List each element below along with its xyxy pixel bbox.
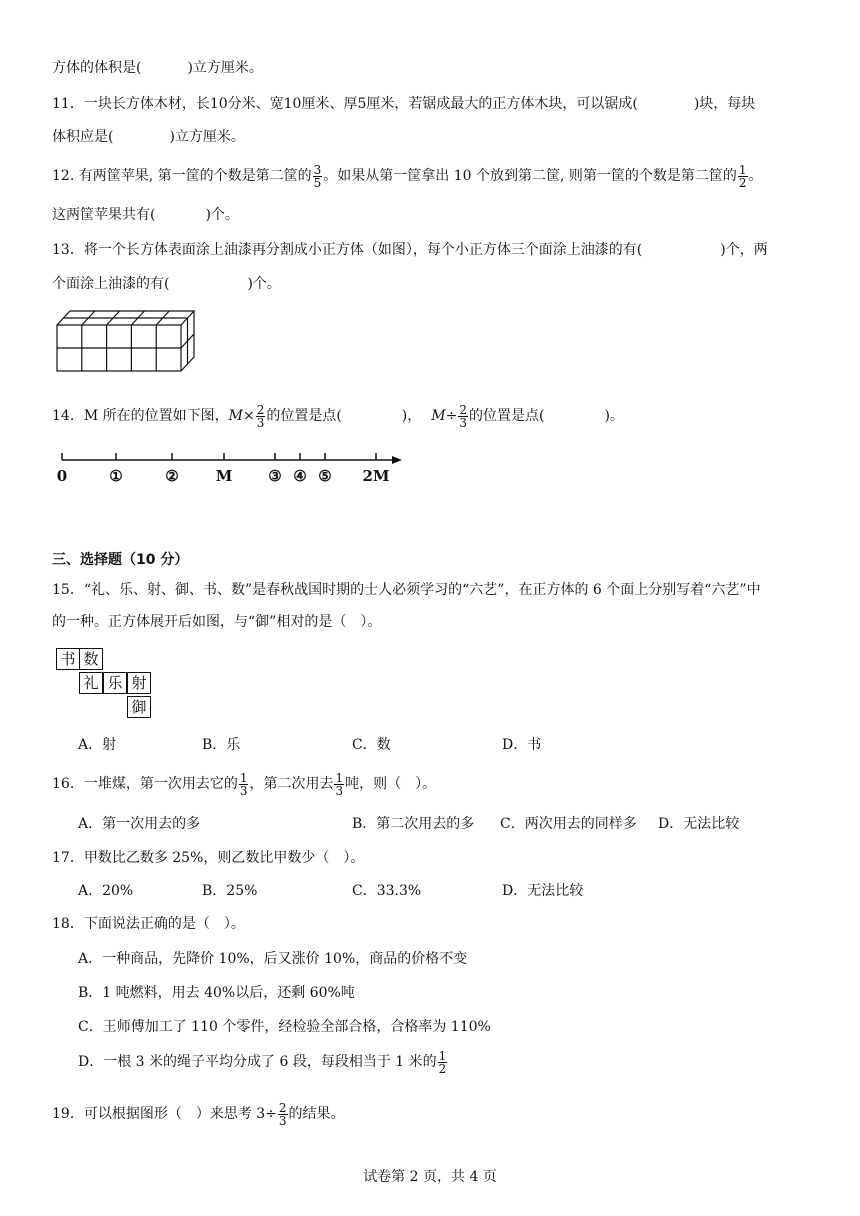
option-b[interactable]: B．第二次用去的多 <box>352 816 475 832</box>
numerator: 3 <box>313 162 322 177</box>
option-c[interactable]: C．33.3% <box>352 883 422 899</box>
q12-text-b: 。如果从第一筐拿出 10 个放到第二筐, 则第一筐的个数是第二筐的 <box>323 168 737 184</box>
q19-line <box>52 1098 345 1130</box>
option-c[interactable]: C．数 <box>352 737 391 753</box>
q14-text-c: )， <box>401 408 422 424</box>
fraction <box>256 404 266 429</box>
numerator: 2 <box>278 1100 287 1115</box>
numerator: 1 <box>438 1048 447 1063</box>
q13-line2 <box>52 274 281 294</box>
tick-label: ④ <box>293 467 307 485</box>
q16-text-a: 16．一堆煤，第一次用去它的 <box>52 776 238 792</box>
fraction <box>313 164 323 189</box>
option-d[interactable]: D．无法比较 <box>658 816 740 832</box>
denominator: 3 <box>278 1113 287 1128</box>
option-b[interactable]: B．乐 <box>202 737 241 753</box>
denominator: 3 <box>459 415 467 430</box>
option-b[interactable]: B．25% <box>202 883 258 899</box>
q12-text-a: 12. 有两筐苹果, 第一筐的个数是第二筐的 <box>52 168 312 184</box>
option-a[interactable]: A．20% <box>78 883 134 899</box>
net-cell: 射 <box>127 672 151 694</box>
q11-text-b: )块，每块 <box>693 96 756 112</box>
option-a[interactable]: A．射 <box>78 737 117 753</box>
fraction <box>438 1050 448 1075</box>
q18-line: 18．下面说法正确的是（ ）。 <box>52 916 245 932</box>
fraction <box>458 404 468 429</box>
section-heading: 三、选择题（10 分） <box>52 552 189 568</box>
denominator: 5 <box>313 175 322 190</box>
numerator: 1 <box>335 770 344 785</box>
times-sign: × <box>242 408 255 424</box>
q11-line1 <box>52 94 755 114</box>
fraction <box>239 772 249 797</box>
denominator: 3 <box>239 783 248 798</box>
number-line <box>52 448 412 488</box>
page-footer: 试卷第 2 页，共 4 页 <box>363 1169 497 1185</box>
cuboid-figure <box>56 308 198 374</box>
q19-text-a: 19．可以根据图形（ ）来思考 3÷ <box>52 1106 277 1122</box>
q16-text-c: 吨，则（ ）。 <box>345 776 437 792</box>
option-d[interactable]: D．书 <box>502 737 542 753</box>
numerator: 2 <box>256 402 265 417</box>
tick-label: ⑤ <box>318 467 332 485</box>
q12-line2 <box>52 205 239 225</box>
q14-text-a: 14．M 所在的位置如下图， <box>52 408 229 424</box>
denominator: 3 <box>335 783 344 798</box>
option-c[interactable]: C．两次用去的同样多 <box>500 816 637 832</box>
tick-label: ① <box>109 467 123 485</box>
option-c[interactable]: C．王师傅加工了 110 个零件，经检验全部合格，合格率为 110% <box>78 1019 491 1035</box>
q11-text-c: 体积应是( <box>52 129 114 145</box>
net-cell: 御 <box>127 696 151 718</box>
option-d[interactable] <box>78 1046 448 1078</box>
numerator: 1 <box>738 162 747 177</box>
q16-line <box>52 768 436 800</box>
numerator: 2 <box>459 402 467 417</box>
fraction <box>334 772 344 797</box>
q11-line2 <box>52 127 245 147</box>
q19-text-b: 的结果。 <box>288 1106 345 1122</box>
q13-line1 <box>52 240 768 260</box>
q13-text-c: 个面涂上油漆的有( <box>52 276 170 292</box>
q15-line2: 的一种。正方体展开后如图，与“御”相对的是（ ）。 <box>52 614 382 630</box>
q13-text-b: )个，两 <box>720 242 768 258</box>
tick-label: M <box>215 467 233 485</box>
q14-text-d: 的位置是点( <box>468 408 545 424</box>
q15-line1: 15．“礼、乐、射、御、书、数”是春秋战国时期的士人必须学习的“六艺”，在正方体的 6 个面上分别写着“六艺”中 <box>52 582 761 598</box>
cube-net-figure <box>56 648 156 720</box>
q14-line <box>52 400 624 432</box>
q16-text-b: ，第二次用去 <box>249 776 334 792</box>
net-cell: 书 <box>56 648 80 670</box>
q10-tail-line <box>52 58 263 78</box>
net-cell: 乐 <box>103 672 127 694</box>
q14-text-b: 的位置是点( <box>266 408 342 424</box>
tick-label: ② <box>165 467 179 485</box>
option-a[interactable]: A．一种商品，先降价 10%，后又涨价 10%，商品的价格不变 <box>78 951 468 967</box>
tick-label: 2M <box>362 467 390 485</box>
q14-text-e: )。 <box>604 408 624 424</box>
q11-text-a: 11．一块长方体木材，长10分米、宽10厘米、厚5厘米，若锯成最大的正方体木块，可以锯成( <box>52 96 638 112</box>
variable-m: M <box>431 408 446 424</box>
fraction <box>738 164 748 189</box>
option-b[interactable]: B．1 吨燃料，用去 40%以后，还剩 60%吨 <box>78 985 355 1001</box>
q17-line: 17．甲数比乙数多 25%，则乙数比甲数少（ ）。 <box>52 850 365 866</box>
q13-text-d: )个。 <box>247 276 281 292</box>
fraction <box>278 1102 288 1127</box>
numerator: 1 <box>239 770 248 785</box>
q10-text-a: 方体的体积是( <box>52 60 142 76</box>
q13-text-a: 13．将一个长方体表面涂上油漆再分割成小正方体（如图），每个小正方体三个面涂上油漆的有( <box>52 242 643 258</box>
tick-label: 0 <box>56 467 68 485</box>
net-cell: 数 <box>79 648 103 670</box>
option-a[interactable]: A．第一次用去的多 <box>78 816 201 832</box>
divide-sign: ÷ <box>445 408 458 424</box>
q10-text-b: )立方厘米。 <box>187 60 263 76</box>
net-cell: 礼 <box>79 672 103 694</box>
denominator: 3 <box>256 415 265 430</box>
variable-m: M <box>228 408 243 424</box>
q12-text-d: 这两筐苹果共有( <box>52 207 156 223</box>
arrow-head-icon <box>392 456 402 464</box>
q12-text-c: 。 <box>748 168 763 184</box>
q12-line1 <box>52 160 763 192</box>
denominator: 2 <box>438 1061 447 1076</box>
tick-label: ③ <box>268 467 282 485</box>
option-d[interactable]: D．无法比较 <box>502 883 584 899</box>
q12-text-e: )个。 <box>205 207 239 223</box>
option-d-text: D．一根 3 米的绳子平均分成了 6 段，每段相当于 1 米的 <box>78 1054 437 1070</box>
denominator: 2 <box>738 175 747 190</box>
q11-text-d: )立方厘米。 <box>169 129 245 145</box>
